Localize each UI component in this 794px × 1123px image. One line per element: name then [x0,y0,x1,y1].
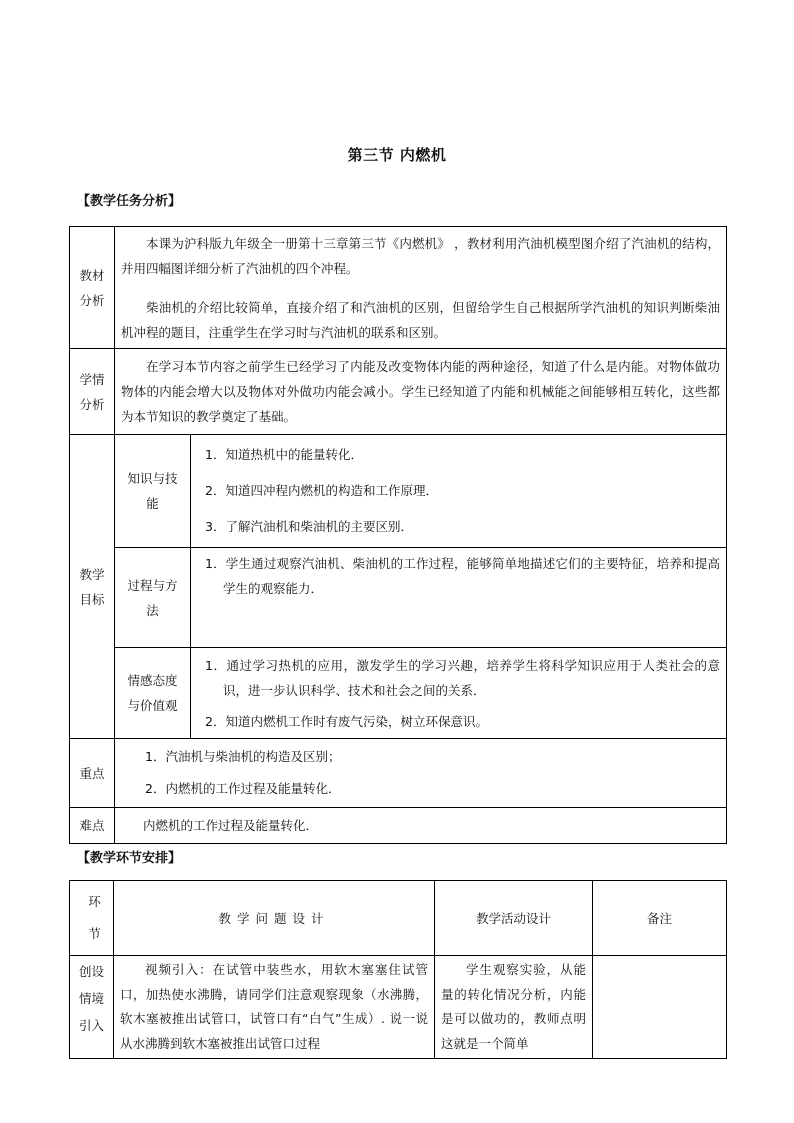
task-analysis-table [69,226,727,844]
section-heading-task-analysis: 【教学任务分析】 [77,194,182,209]
knowledge-skills-content [191,435,727,548]
material-analysis-content [115,227,727,349]
key-item-1: 1．汽油机与柴油机的构造及区别； [145,749,341,764]
emotion-item-1: 1．通过学习热机的应用，激发学生的学习兴趣，培养学生将科学知识应用于人类社会的意识，进一步认识科学、技术和社会之间的关系． [205,657,721,698]
row-student-analysis [70,349,727,435]
label-knowledge-skills: 知识与技 能 [115,435,191,548]
header-stage: 环 节 [70,881,114,956]
emotion-values-content [191,648,727,739]
label-teaching-goals: 教学 目标 [70,435,115,739]
knowledge-item-1: 1．知道热机中的能量转化． [205,447,363,462]
intro-activity-design: 学生观察实验，从能量的转化情况分析，内能是可以做功的，教师点明这就是一个简单 [435,956,593,1059]
label-key-points: 重点 [70,739,115,808]
header-question-design: 教学问题设计 [114,881,435,956]
emotion-item-2: 2．知道内燃机工作时有废气污染，树立环保意识。 [205,713,488,729]
row-goal-process [70,548,727,648]
header-note: 备注 [593,881,727,956]
material-paragraph-1: 本课为沪科版九年级全一册第十三章第三节《内燃机》 ，教材利用汽油机模型图介绍了汽油机的结构，并用四幅图详细分析了汽油机的四个冲程。 [121,235,721,276]
label-process-method: 过程与方 法 [115,548,191,648]
knowledge-item-3: 3．了解汽油机和柴油机的主要区别． [205,519,413,534]
intro-note [593,956,727,1059]
header-activity-design: 教学活动设计 [435,881,593,956]
label-student-analysis: 学情 分析 [70,349,115,435]
section-heading-arrangement: 【教学环节安排】 [77,851,182,866]
student-analysis-content [115,349,727,435]
material-paragraph-2: 柴油机的介绍比较简单，直接介绍了和汽油机的区别，但留给学生自己根据所学汽油机的知识判断柴油机冲程的题目，注重学生在学习时与汽油机的联系和区别。 [121,299,721,340]
row-material-analysis [70,227,727,349]
label-material-analysis: 教材 分析 [70,227,115,349]
row-goal-emotion [70,648,727,739]
key-points-content [115,739,727,808]
arrangement-header-row [70,881,727,956]
student-paragraph: 在学习本节内容之前学生已经学习了内能及改变物体内能的两种途径，知道了什么是内能。对物体做功物体的内能会增大以及物体对外做功内能会减小。学生已经知道了内能和机械能之间能够相互转化，这些都为本节知识的教学奠定了基础。 [121,359,721,424]
key-item-2: 2．内燃机的工作过程及能量转化． [145,781,341,796]
process-method-content [191,548,727,648]
page-title: 第三节 内燃机 [347,146,447,164]
intro-question-design: 视频引入：在试管中装些水，用软木塞塞住试管口，加热使水沸腾，请同学们注意观察现象（水沸腾，软木塞被推出试管口，试管口有“白气”生成）. 说一说从水沸腾到软木塞被推出试管口过程 [114,956,435,1059]
row-difficulty [70,808,727,844]
arrangement-row-intro [70,956,727,1059]
row-goal-knowledge [70,435,727,548]
knowledge-item-2: 2．知道四冲程内燃机的构造和工作原理． [205,483,438,498]
difficulty-content: 内燃机的工作过程及能量转化． [115,808,727,844]
arrangement-table [69,880,727,1059]
label-difficulty: 难点 [70,808,115,844]
row-key-points [70,739,727,808]
stage-intro-label: 创设 情境 引入 [70,956,114,1059]
label-emotion-values: 情感态度 与价值观 [115,648,191,739]
process-item-1: 1．学生通过观察汽油机、柴油机的工作过程，能够简单地描述它们的主要特征，培养和提高学生的观察能力． [205,556,721,596]
